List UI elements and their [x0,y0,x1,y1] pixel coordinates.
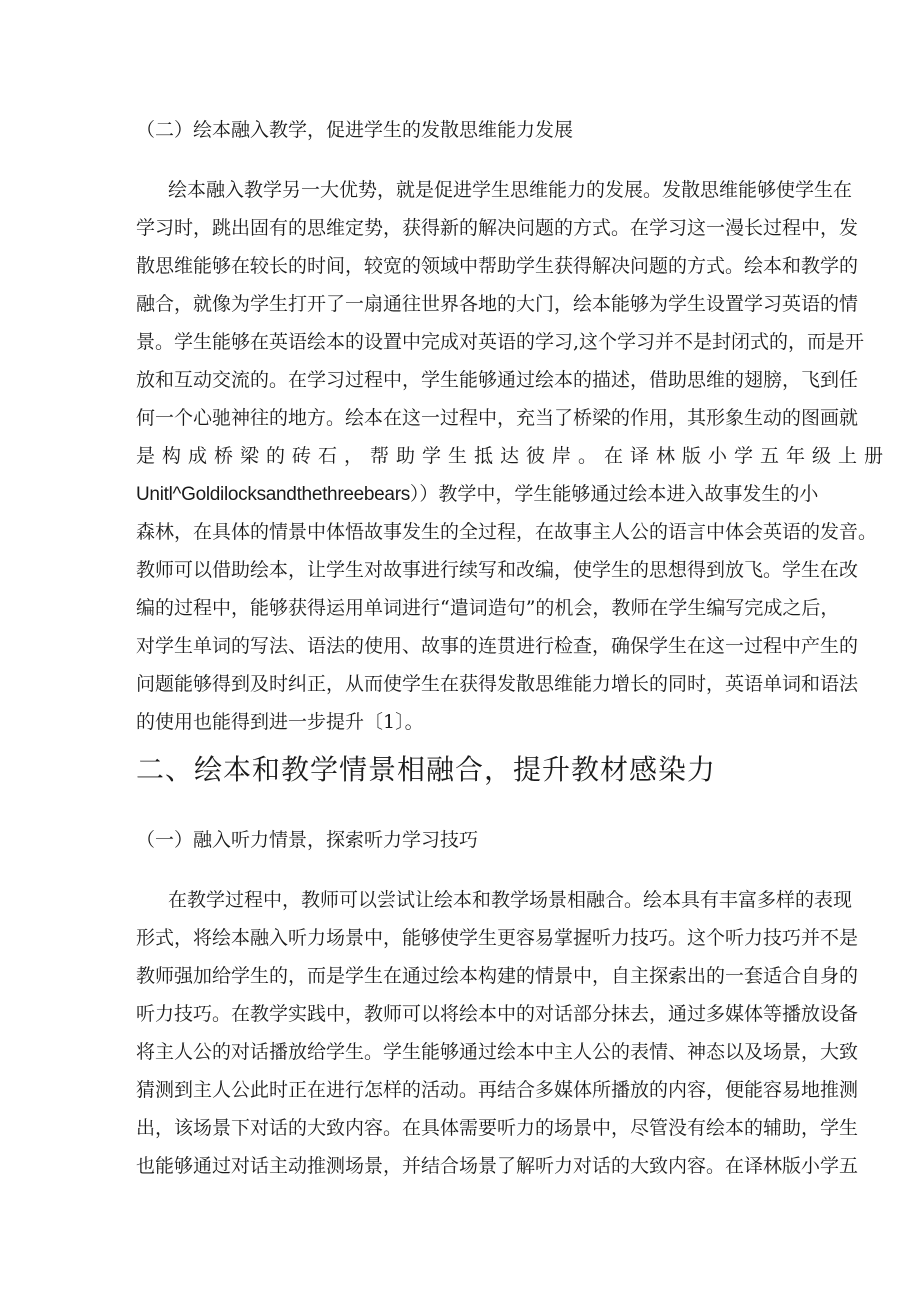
paragraph-line: 将主人公的对话播放给学生。学生能够通过绘本中主人公的表情、神态以及场景，大致 [136,1041,859,1063]
paragraph-line: 散思维能够在较长的时间，较宽的领域中帮助学生获得解决问题的方式。绘本和教学的 [136,255,859,277]
paragraph-line: 教师可以借助绘本，让学生对故事进行续写和改编，使学生的思想得到放飞。学生在改 [136,559,859,581]
section-heading-2-1: （一）融入听力情景，探索听力学习技巧 [136,829,479,851]
paragraph-line: 问题能够得到及时纠正，从而使学生在获得发散思维能力增长的同时，英语单词和语法 [136,673,859,695]
paragraph-line: 放和互动交流的。在学习过程中，学生能够通过绘本的描述，借助思维的翅膀，飞到任 [136,369,859,391]
paragraph-line: 融合，就像为学生打开了一扇通往世界各地的大门，绘本能够为学生设置学习英语的情 [136,293,859,315]
paragraph-line: 猜测到主人公此时正在进行怎样的活动。再结合多媒体所播放的内容，便能容易地推测 [136,1079,859,1101]
section-heading-two: 二、绘本和教学情景相融合，提升教材感染力 [136,753,717,786]
paragraph-line: 何一个心驰神往的地方。绘本在这一过程中，充当了桥梁的作用，其形象生动的图画就 [136,407,859,429]
paragraph-line-mixed [136,482,819,507]
paragraph-line: 景。学生能够在英语绘本的设置中完成对英语的学习,这个学习并不是封闭式的，而是开 [136,331,865,353]
paragraph-line: 森林，在具体的情景中体悟故事发生的全过程，在故事主人公的语言中体会英语的发音。 [136,521,878,543]
paragraph-line: 是构成桥梁的砖石，帮助学生抵达彼岸。在译林版小学五年级上册 [136,445,891,467]
paragraph-line-rest: ））教学中，学生能够通过绘本进入故事发生的小 [409,483,819,505]
paragraph-line: 的使用也能得到进一步提升〔1〕。 [136,711,424,733]
paragraph-line: 绘本融入教学另一大优势，就是促进学生思维能力的发展。发散思维能够使学生在 [168,179,853,201]
section-heading-2-2: （二）绘本融入教学，促进学生的发散思维能力发展 [136,119,574,141]
unit-title-text: Unitl^Goldilocksandthethreebears [136,484,410,505]
paragraph-line: 也能够通过对话主动推测场景，并结合场景了解听力对话的大致内容。在译林版小学五 [136,1155,859,1177]
paragraph-line: 对学生单词的写法、语法的使用、故事的连贯进行检查，确保学生在这一过程中产生的 [136,635,859,657]
paragraph-line: 在教学过程中，教师可以尝试让绘本和教学场景相融合。绘本具有丰富多样的表现 [168,889,853,911]
paragraph-line: 编的过程中，能够获得运用单词进行“遣词造句”的机会，教师在学生编写完成之后， [136,597,840,619]
paragraph-line: 形式，将绘本融入听力场景中，能够使学生更容易掌握听力技巧。这个听力技巧并不是 [136,927,859,949]
paragraph-line: 教师强加给学生的，而是学生在通过绘本构建的情景中，自主探索出的一套适合自身的 [136,965,859,987]
paragraph-line: 出，该场景下对话的大致内容。在具体需要听力的场景中，尽管没有绘本的辅助，学生 [136,1117,859,1139]
paragraph-line: 听力技巧。在教学实践中，教师可以将绘本中的对话部分抹去，通过多媒体等播放设备 [136,1003,859,1025]
paragraph-line: 学习时，跳出固有的思维定势，获得新的解决问题的方式。在学习这一漫长过程中，发 [136,217,859,239]
